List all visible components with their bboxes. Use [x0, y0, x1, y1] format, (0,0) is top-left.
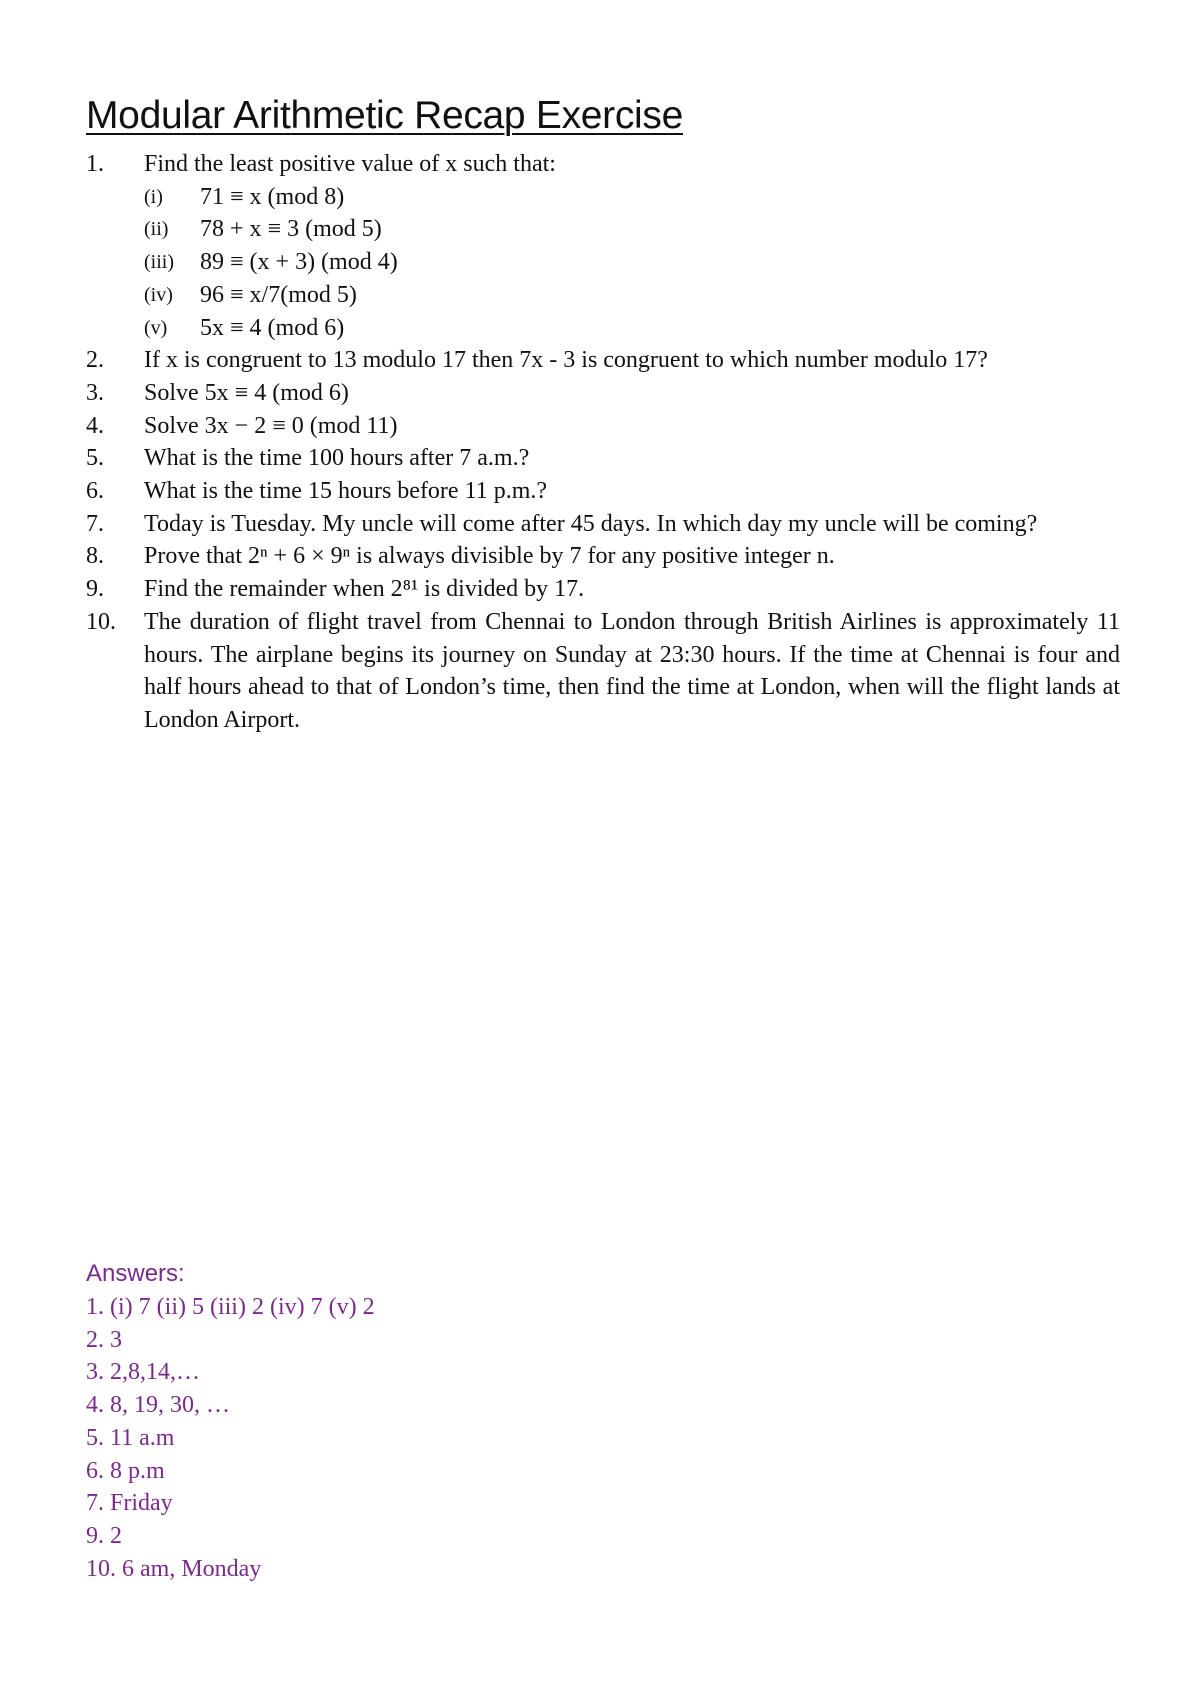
part-label: (i)	[144, 185, 163, 208]
question-4	[86, 410, 1120, 443]
answer-item: 10. 6 am, Monday	[86, 1555, 262, 1582]
question-number: 8.	[86, 543, 104, 570]
question-number: 2.	[86, 347, 104, 374]
part-label: (iv)	[144, 283, 173, 306]
answer-item: 4. 8, 19, 30, …	[86, 1392, 230, 1419]
question-text: Solve 5x ≡ 4 (mod 6)	[144, 379, 349, 406]
part-text: 89 ≡ (x + 3) (mod 4)	[200, 249, 398, 276]
question-8	[86, 540, 1120, 573]
question-5	[86, 442, 1120, 475]
question-1-part-iv	[86, 279, 1120, 312]
question-number: 7.	[86, 510, 104, 537]
answer-item: 9. 2	[86, 1522, 122, 1549]
part-label: (v)	[144, 316, 168, 339]
question-text: Today is Tuesday. My uncle will come after 45 days. In which day my uncle will be coming?	[144, 510, 1038, 537]
question-text: Prove that 2ⁿ + 6 × 9ⁿ is always divisible by 7 for any positive integer n.	[144, 543, 835, 570]
question-text: Find the remainder when 2⁸¹ is divided by 17.	[144, 576, 585, 603]
question-1	[86, 148, 1120, 181]
answer-item: 5. 11 a.m	[86, 1424, 175, 1451]
question-text: Solve 3x − 2 ≡ 0 (mod 11)	[144, 412, 398, 439]
question-1-part-i	[86, 181, 1120, 214]
answer-item: 3. 2,8,14,…	[86, 1359, 200, 1386]
answer-item: 6. 8 p.m	[86, 1457, 165, 1484]
question-text: Find the least positive value of x such that:	[144, 151, 556, 177]
page-title: Modular Arithmetic Recap Exercise	[86, 94, 683, 137]
question-text: What is the time 15 hours before 11 p.m.?	[144, 478, 548, 505]
question-number: 9.	[86, 576, 104, 603]
question-number: 6.	[86, 478, 104, 505]
answer-item: 1. (i) 7 (ii) 5 (iii) 2 (iv) 7 (v) 2	[86, 1294, 375, 1320]
part-text: 71 ≡ x (mod 8)	[200, 183, 345, 210]
answers-heading: Answers:	[86, 1260, 185, 1287]
question-1-part-ii	[86, 213, 1120, 246]
answer-item: 2. 3	[86, 1326, 122, 1353]
answers-section	[86, 1257, 375, 1585]
question-text: If x is congruent to 13 modulo 17 then 7x - 3 is congruent to which number modulo 17?	[144, 347, 988, 374]
question-number: 10.	[86, 608, 116, 635]
part-text: 78 + x ≡ 3 (mod 5)	[200, 216, 382, 243]
part-text: 96 ≡ x/7(mod 5)	[200, 281, 357, 308]
question-text: What is the time 100 hours after 7 a.m.?	[144, 445, 530, 472]
question-6	[86, 475, 1120, 508]
question-9	[86, 573, 1120, 606]
question-list	[86, 148, 1120, 737]
question-2	[86, 344, 1120, 377]
question-10	[86, 606, 1120, 737]
question-number: 4.	[86, 412, 104, 439]
part-text: 5x ≡ 4 (mod 6)	[200, 314, 345, 341]
question-1-part-v	[86, 312, 1120, 345]
question-7	[86, 508, 1120, 541]
answer-item: 7. Friday	[86, 1490, 173, 1517]
question-1-part-iii	[86, 246, 1120, 279]
part-label: (iii)	[144, 251, 174, 274]
question-3	[86, 377, 1120, 410]
question-number: 5.	[86, 445, 104, 472]
question-number: 3.	[86, 379, 104, 406]
question-number: 1.	[86, 151, 104, 177]
question-text: The duration of flight travel from Chennai to London through British Airlines is approximately 11 hours. The airplane begins its journey on Sunday at 23:30 hours. If the time at Chennai is four and half hours ahead to that of London’s time, then find the time at London, when will the flight lands at London Airport.	[144, 608, 1120, 733]
part-label: (ii)	[144, 218, 169, 241]
